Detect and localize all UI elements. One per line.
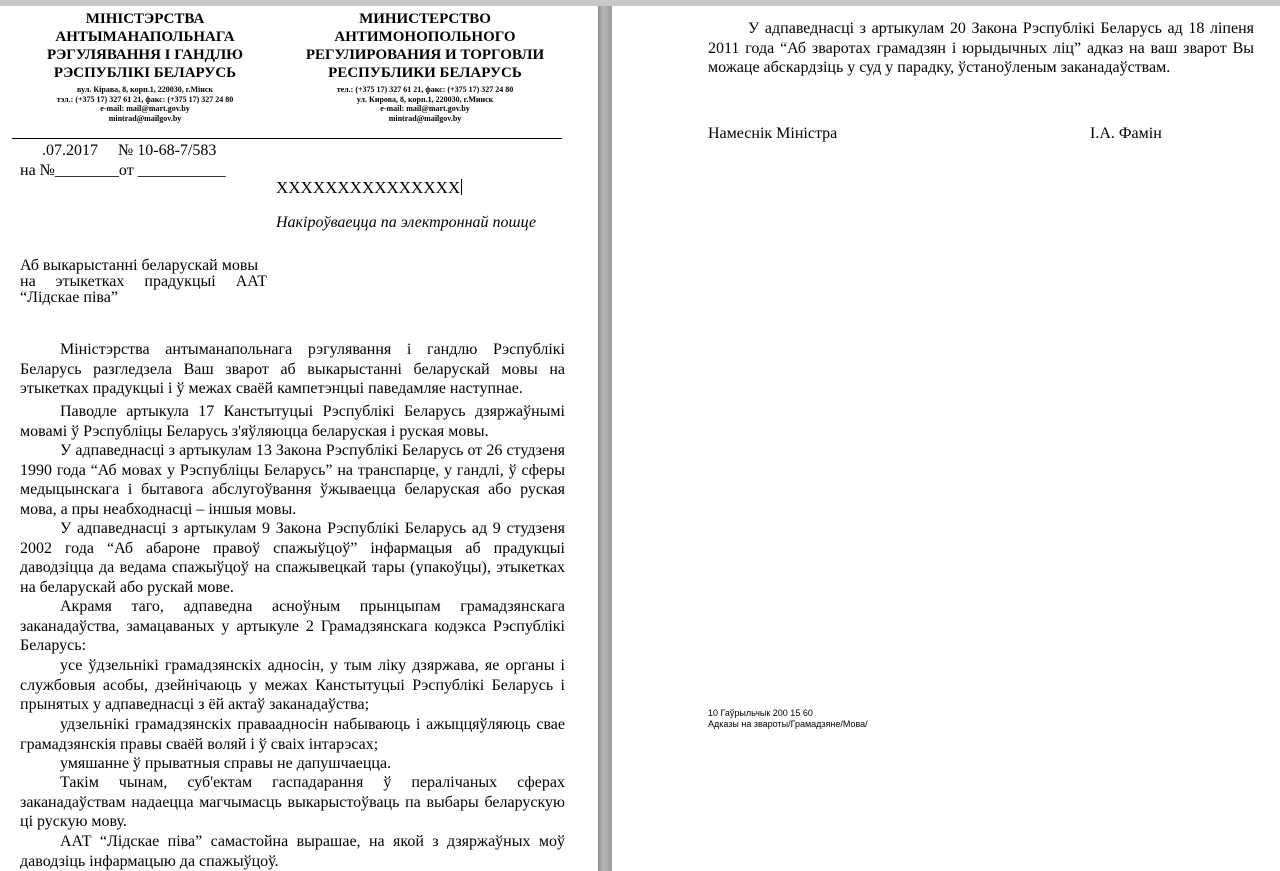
header-left-email-2: mintrad@mailgov.by (108, 113, 182, 123)
body-paragraph-5: Акрамя таго, адпаведна асноўным прынцыпам грамадзянскага заканадаўства, замацаваных у артыкуле 2 Грамадзянскага кодэкса Рэспублікі Беларусь: (20, 598, 565, 655)
body-paragraph-6: усе ўдзельнікі грамадзянскіх адносін, у тым ліку дзяржава, яе органы і службовыя асобы, дзейнічаюць у межах Канстытуцыі Рэспублікі Беларусь і прынятых у адпаведнасці з ёй актаў заканадаўства; (20, 657, 565, 714)
footer-file-path: Адказы на звароты/Грамадзяне/Мова/ (708, 719, 868, 729)
subject-line-3: “Лідскае піва” (20, 289, 118, 306)
header-right-title-3: РЕГУЛИРОВАНИЯ И ТОРГОВЛИ (305, 47, 545, 63)
signatory-name: І.А. Фамін (1090, 125, 1162, 142)
body-paragraph-1: Міністэрства антыманапольнага рэгулявання і гандлю Рэспублікі Беларусь разгледзела Ваш зварот аб выкарыстанні беларускай мовы на этыкетках прадукцыі і ў межах сваёй кампетэнцыі паведамляе наступнае. (20, 341, 565, 398)
header-right-email-2: mintrad@mailgov.by (388, 113, 462, 123)
subject-line-2: на этыкетках прадукцыі ААТ (20, 273, 268, 290)
header-left-title-2: АНТЫМАНАПОЛЬНАГА (55, 29, 235, 45)
header-left-block (20, 10, 270, 123)
subject-line-1: Аб выкарыстанні беларускай мовы (20, 257, 259, 274)
body-paragraph-8: умяшанне ў прыватныя справы не дапушчаецца. (60, 755, 392, 772)
header-right-title-4: РЕСПУБЛИКИ БЕЛАРУСЬ (328, 65, 522, 81)
appeal-paragraph: У адпаведнасці з артыкулам 20 Закона Рэспублікі Беларусь ад 18 ліпеня 2011 года “Аб зваротах грамадзян і юрыдычных ліц” адказ на ваш зварот Вы можаце абскардзіць у суд у парадку, ўстаноўленым заканадаўствам. (708, 20, 1254, 77)
subject-block (20, 258, 286, 306)
text-cursor (461, 179, 462, 195)
header-left-title-4: РЭСПУБЛІКІ БЕЛАРУСЬ (53, 65, 237, 81)
document-page-2[interactable] (612, 6, 1280, 871)
header-right-title-1: МИНИСТЕРСТВО (359, 11, 491, 27)
body-paragraph-4: У адпаведнасці з артыкулам 9 Закона Рэспублікі Беларусь ад 9 студзеня 2002 года “Аб абароне правоў спажыўцоў” інфармацыя аб прадукцыі даводзіцца да ведама спажыўцоў на спажывецкай тары (упакоўцы), этыкетках на беларускай або рускай мове. (20, 520, 565, 596)
body-paragraph-7: удзельнікі грамадзянскіх праваадносін набываюць і ажыццяўляюць свае грамадзянскія правы сваёй воляй і ў сваіх інтарэсах; (20, 716, 565, 753)
header-right-address: ул. Кирова, 8, корп.1, 220030, г.Минск (356, 94, 494, 104)
header-right-title-2: АНТИМОНОПОЛЬНОГО (334, 29, 516, 45)
header-right-block (297, 10, 553, 123)
header-right-email-1: e-mail: mail@mart.gov.by (380, 104, 470, 113)
header-left-title-3: РЭГУЛЯВАННЯ І ГАНДЛЮ (46, 47, 244, 63)
body-paragraph-2: Паводле артыкула 17 Канстытуцыі Рэспублікі Беларусь дзяржаўнымі мовамі ў Рэспубліцы Беларусь з'яўляюцца беларуская і руская мовы. (20, 403, 565, 440)
header-right-phone: тел.: (+375 17) 327 61 21, факс: (+375 17) 327 24 80 (336, 85, 514, 94)
addressee-text: XXXXXXXXXXXXXXX (276, 178, 461, 197)
page-gutter (598, 6, 612, 871)
header-divider (12, 138, 562, 139)
header-left-phone: тэл.: (+375 17) 327 61 21, факс: (+375 17) 327 24 80 (56, 94, 234, 104)
delivery-note: Накіроўваецца па электроннай пошце (276, 214, 537, 231)
header-left-title-1: МІНІСТЭРСТВА (85, 11, 205, 27)
document-reference: .07.2017 № 10-68-7/583 (42, 142, 217, 159)
body-paragraph-10: ААТ “Лідскае піва” самастойна вырашае, на якой з дзяржаўных моў даводзіць інфармацыю да спажыўцоў. (20, 833, 565, 870)
body-paragraph-9: Такім чынам, суб'ектам гаспадарання ў пералічаных сферах заканадаўствам надаецца магчымасць выкарыстоўваць па выбары беларускую ці рускую мову. (20, 774, 565, 831)
body-paragraph-3: У адпаведнасці з артыкулам 13 Закона Рэспублікі Беларусь от 26 студзеня 1990 года “Аб мовах у Рэспубліцы Беларусь” на транспарце, у гандлі, ў сферы медыцынскага і бытавога абслугоўвання ўжываецца беларуская або руская мова, а пры неабходнасці – іншыя мовы. (20, 442, 565, 518)
document-page-1[interactable] (0, 6, 598, 871)
addressee-field[interactable] (276, 178, 462, 198)
footer-executor: 10 Гаўрыльчык 200 15 60 (708, 708, 813, 718)
header-left-email-1: e-mail: mail@mart.gov.by (100, 104, 190, 113)
signatory-title: Намеснік Міністра (708, 125, 838, 142)
header-left-address: вул. Кірава, 8, корп.1, 220030, г.Мінск (77, 85, 213, 94)
incoming-reference: на №________от ___________ (20, 162, 226, 179)
